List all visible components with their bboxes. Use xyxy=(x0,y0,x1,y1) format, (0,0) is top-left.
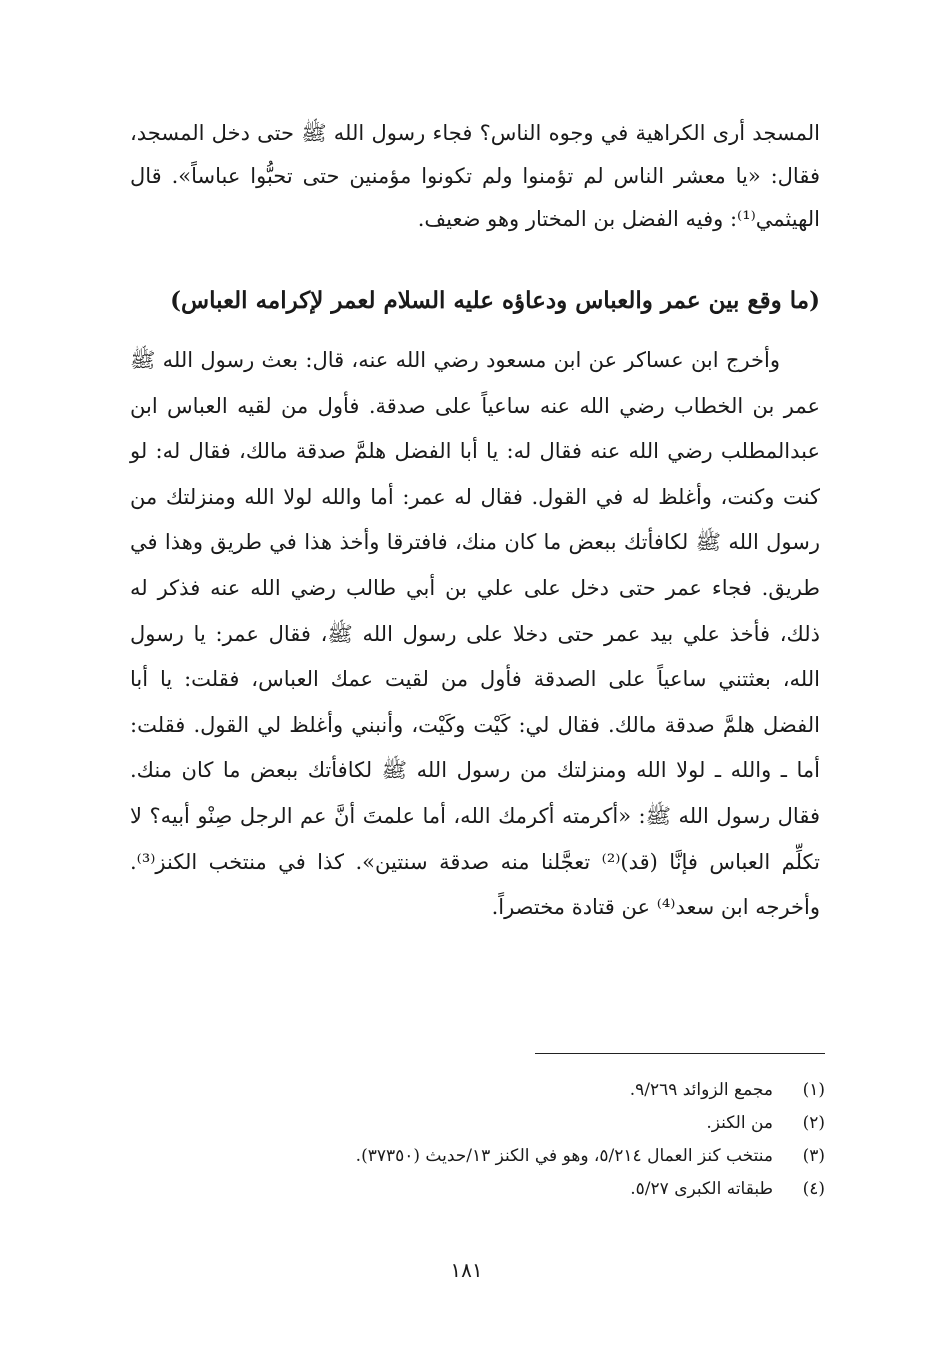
footnote-item xyxy=(200,1113,825,1146)
footnote-item xyxy=(200,1179,825,1212)
footnote-number: (١) xyxy=(802,1080,825,1100)
footnote-number: (٤) xyxy=(802,1179,825,1199)
footnotes xyxy=(200,1080,825,1212)
footnote-text: مجمع الزوائد ٩/٢٦٩. xyxy=(629,1080,773,1100)
footnote-item xyxy=(200,1080,825,1113)
footnote-number: (٢) xyxy=(802,1113,825,1133)
footnote-number: (٣) xyxy=(802,1146,825,1166)
page-number: ١٨١ xyxy=(450,1258,483,1282)
footnote-text: طبقاته الكبرى ٥/٢٧. xyxy=(630,1179,773,1199)
footnote-text: منتخب كنز العمال ٥/٢١٤، وهو في الكنز ١٣/حديث (٣٧٣٥٠). xyxy=(355,1146,773,1166)
footnote-text: من الكنز. xyxy=(706,1113,773,1133)
main-paragraph: وأخرج ابن عساكر عن ابن مسعود رضي الله عنه، قال: بعث رسول الله ﷺ عمر بن الخطاب رضي الله عنه ساعياً على صدقة. فأول من لقيه العباس ابن عبدالمطلب رضي الله عنه فقال له: يا أبا الفضل هلمَّ صدقة مالك، فقال له: لو كنت وكنت، وأغلظ له في القول. فقال له عمر: أما والله لولا الله ومنزلتك من رسول الله ﷺ لكافأتك ببعض ما كان منك، فافترقا وأخذ هذا في طريق وهذا في طريق. فجاء عمر حتى دخل على علي بن أبي طالب رضي الله عنه فذكر له ذلك، فأخذ علي بيد عمر حتى دخلا على رسول الله ﷺ، فقال عمر: يا رسول الله، بعثتني ساعياً على الصدقة فأول من لقيت عمك العباس، فقلت: يا أبا الفضل هلمَّ صدقة مالك. فقال لي: كَيْت وكَيْت، وأنبني وأغلظ لي القول. فقلت: أما ـ والله ـ لولا الله ومنزلتك من رسول الله ﷺ لكافأتك ببعض ما كان منك. فقال رسول الله ﷺ: «أكرمته أكرمك الله، أما علمتَ أنَّ عم الرجل صِنْو أبيه؟ لا تكلِّم العباس فإنَّا (قد)⁽²⁾ تعجَّلنا منه صدقة سنتين». كذا في منتخب الكنز⁽³⁾. وأخرجه ابن سعد⁽⁴⁾ عن قتادة مختصراً. xyxy=(130,348,820,920)
section-heading: (ما وقع بين عمر والعباس ودعاؤه عليه السلام لعمر لإكرامه العباس) xyxy=(170,287,820,314)
footnote-divider xyxy=(535,1053,825,1054)
intro-paragraph: المسجد أرى الكراهية في وجوه الناس؟ فجاء رسول الله ﷺ حتى دخل المسجد، فقال: «يا معشر الناس لم تؤمنوا ولم تكونوا مؤمنين حتى تحبُّوا عباساً». قال الهيثمي⁽¹⁾: وفيه الفضل بن المختار وهو ضعيف. xyxy=(130,121,820,231)
footnote-item xyxy=(200,1146,825,1179)
